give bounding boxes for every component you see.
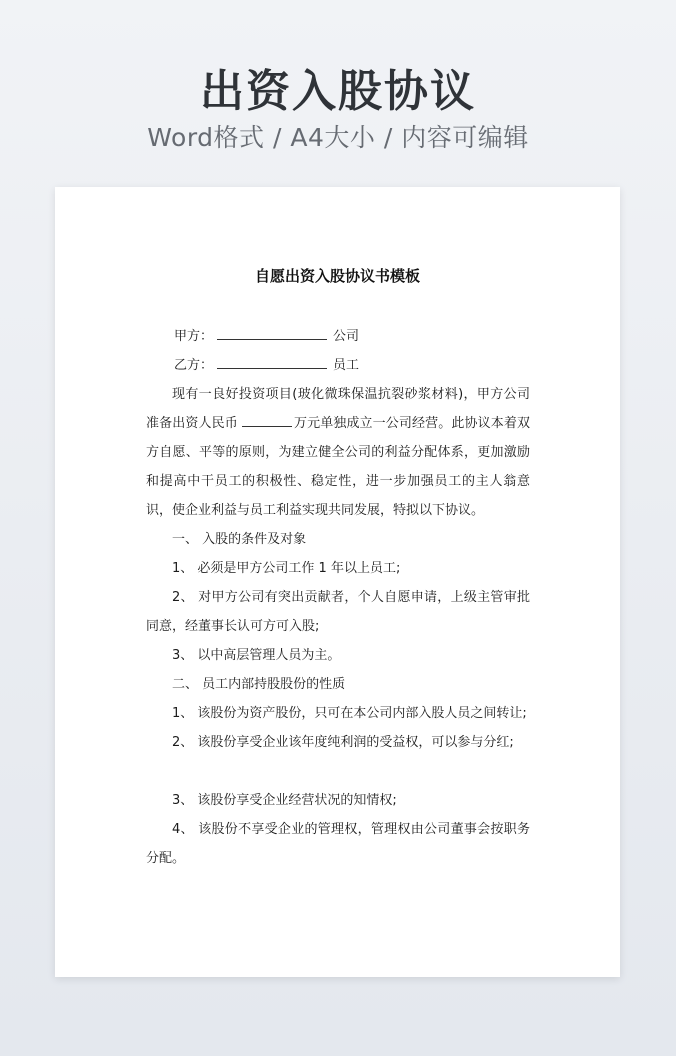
document-title: 自愿出资入股协议书模板	[254, 267, 420, 285]
intro-part2: 万元单独成立一公司经营。此协议本着双方自愿、平等的原则，为建立健全公司的利益分配体系，更加激励和提高中干员工的积极性、稳定性，进一步加强员工的主人翁意识，使企业利益与员工利益实现共同发展，特拟以下协议。	[146, 416, 530, 518]
party-b-blank[interactable]	[217, 355, 327, 369]
intro-paragraph	[146, 380, 530, 525]
blank-line	[146, 757, 530, 786]
amount-blank[interactable]	[242, 413, 292, 427]
section2-item: 3、 该股份享受企业经营状况的知情权;	[172, 793, 397, 808]
section2-item: 4、 该股份不享受企业的管理权，管理权由公司董事会按职务分配。	[146, 822, 530, 866]
party-a-line	[146, 322, 530, 351]
section1-heading: 一、 入股的条件及对象	[172, 532, 307, 547]
party-b-line	[146, 351, 530, 380]
party-a-suffix: 公司	[333, 329, 360, 344]
section2-item: 2、 该股份享受企业该年度纯利润的受益权，可以参与分红;	[172, 735, 514, 750]
party-b-label: 乙方：	[174, 358, 214, 373]
section1-item: 1、 必须是甲方公司工作 1 年以上员工;	[172, 561, 401, 576]
intro-part1: 现有一良好投资项目(玻化微珠保温抗裂砂浆材料)，甲方公司准备出资人民币	[146, 387, 530, 431]
banner-title: 出资入股协议	[200, 66, 476, 117]
party-a-label: 甲方：	[174, 329, 214, 344]
section2-item: 1、 该股份为资产股份，只可在本公司内部入股人员之间转让;	[172, 706, 527, 721]
section2-heading: 二、 员工内部持股股份的性质	[172, 677, 346, 692]
party-a-blank[interactable]	[217, 326, 327, 340]
document-page	[55, 187, 620, 977]
banner-subtitle: Word格式 / A4大小 / 内容可编辑	[147, 123, 529, 152]
document-body	[146, 322, 530, 873]
party-b-suffix: 员工	[333, 358, 360, 373]
section1-item: 2、 对甲方公司有突出贡献者，个人自愿申请，上级主管审批同意，经董事长认可方可入股;	[146, 590, 530, 634]
section1-item: 3、 以中高层管理人员为主。	[172, 648, 341, 663]
